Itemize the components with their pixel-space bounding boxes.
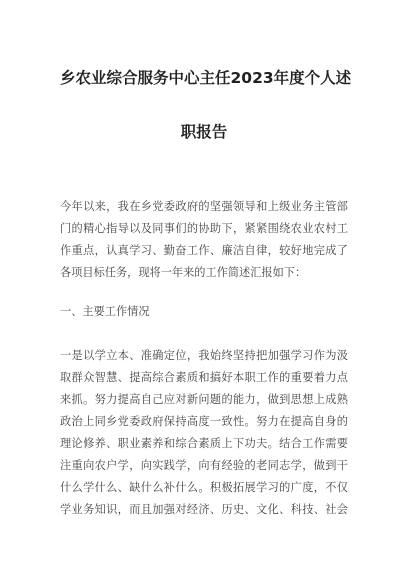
section-heading: [60, 301, 348, 323]
section-line: 一是以学立本、准确定位，我始终坚持把加强学习作为汲: [60, 349, 348, 362]
document-title-line-2: 职报告: [180, 123, 228, 141]
section-line: 取群众智慧、提高综合素质和搞好本职工作的重要着力点: [60, 371, 348, 384]
intro-line: 门的精心指导以及同事们的协助下，紧紧围绕农业农村工: [60, 222, 348, 235]
intro-line: 作重点，认真学习、勤奋工作、廉洁自律，较好地完成了: [60, 244, 348, 257]
intro-line: 各项目标任务，现将一年来的工作简述汇报如下：: [60, 266, 307, 279]
section-line: 政治上同乡党委政府保持高度一致性。努力在提高自身的: [60, 415, 348, 428]
section-line: 理论修养、职业素养和综合素质上下功夫。结合工作需要: [60, 437, 348, 450]
section-line: 学业务知识，而且加强对经济、历史、文化、科技、社会: [60, 503, 348, 516]
section-line: 什么学什么、缺什么补什么。积极拓展学习的广度，不仅: [60, 481, 348, 494]
document-title-line-1: 乡农业综合服务中心主任2023年度个人述: [60, 69, 352, 87]
section-line: 来抓。努力提高自己应对新问题的能力，做到思想上成熟: [60, 393, 348, 406]
intro-line: 今年以来，我在乡党委政府的坚强领导和上级业务主管部: [60, 200, 348, 213]
section-line: 注重向农户学，向实践学，向有经验的老同志学，做到干: [60, 459, 348, 472]
section-paragraph: [60, 345, 348, 521]
section-heading-text: 一、主要工作情况: [60, 305, 150, 318]
intro-paragraph: [60, 196, 348, 284]
